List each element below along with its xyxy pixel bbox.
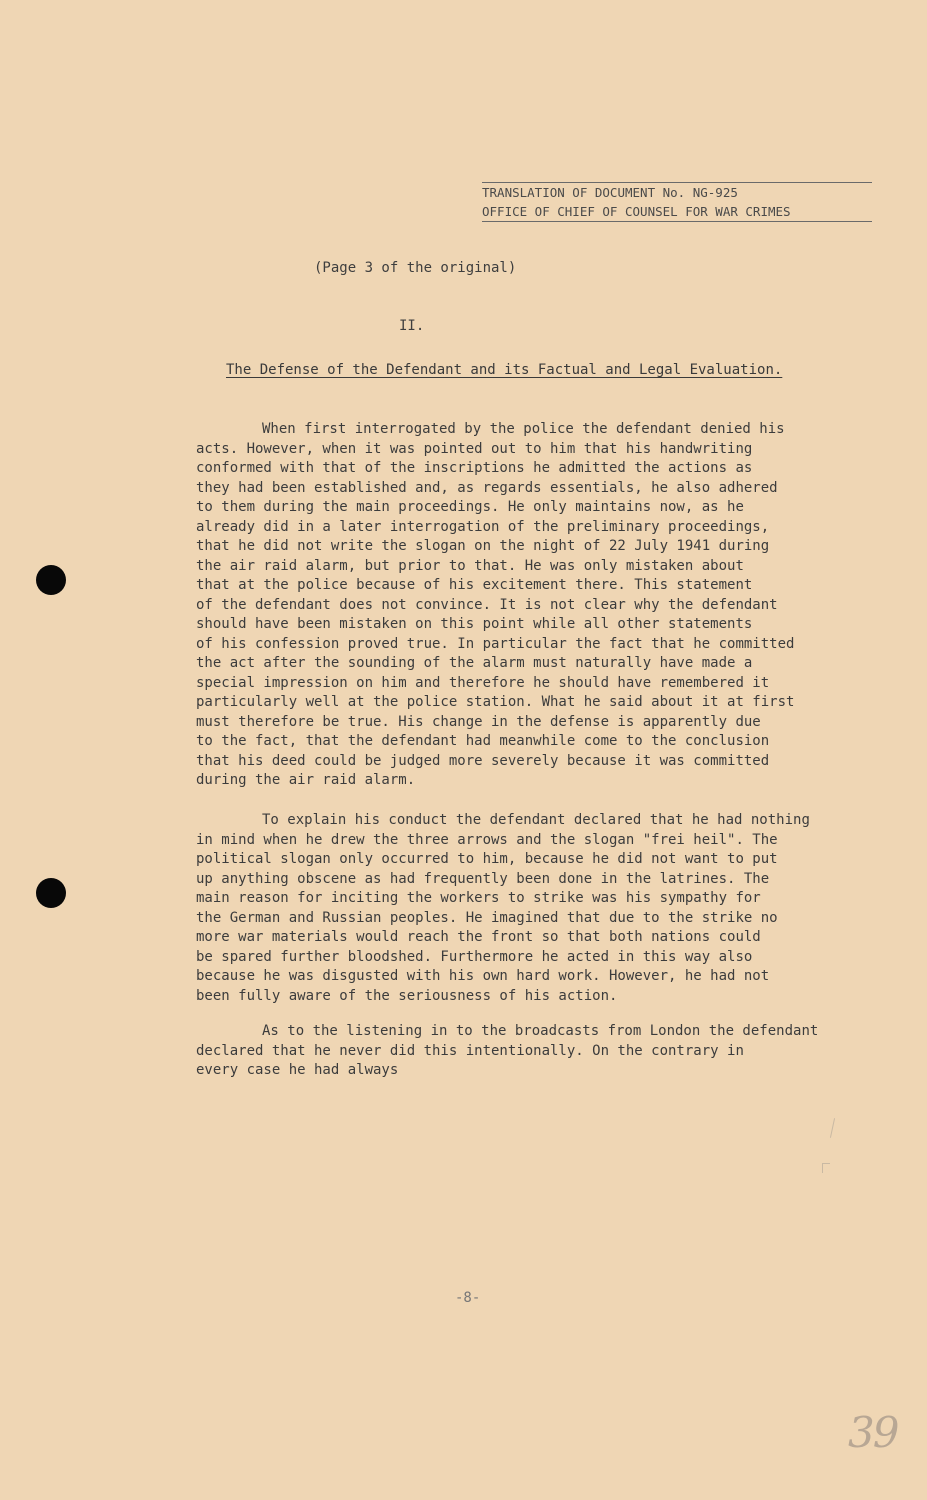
paper-mark — [822, 1163, 830, 1164]
text-line: been fully aware of the seriousness of his action. — [196, 987, 618, 1004]
text-line: the air raid alarm, but prior to that. He was only mistaken about — [196, 557, 744, 574]
text-line: declared that he never did this intentionally. On the contrary in — [196, 1042, 744, 1059]
text-line: that at the police because of his excitement there. This statement — [196, 577, 753, 593]
paragraph-explanation — [196, 811, 876, 1006]
punch-hole — [36, 565, 66, 595]
text-line: of the defendant does not convince. It is not clear why the defendant — [196, 596, 778, 613]
text-line: because he was disgusted with his own hard work. However, he had not — [196, 968, 770, 984]
text-line: already did in a later interrogation of the preliminary proceedings, — [196, 518, 770, 535]
handwritten-page-number: 39 — [848, 1408, 898, 1457]
page-number: -8- — [455, 1290, 481, 1306]
text-line: the act after the sounding of the alarm must naturally have made a — [196, 655, 753, 671]
text-line: As to the listening in to the broadcasts from London the defendant — [262, 1023, 819, 1039]
text-line: the German and Russian peoples. He imagined that due to the strike no — [196, 909, 778, 926]
text-line: should have been mistaken on this point while all other statements — [196, 616, 753, 632]
text-line: up anything obscene as had frequently been done in the latrines. The — [196, 870, 770, 887]
text-line: main reason for inciting the workers to strike was his sympathy for — [196, 890, 761, 906]
header-line-2: OFFICE OF CHIEF OF COUNSEL FOR WAR CRIMES — [482, 204, 791, 219]
text-line: in mind when he drew the three arrows and the slogan "frei heil". The — [196, 831, 778, 848]
paragraph-broadcasts — [196, 1022, 876, 1081]
text-line: political slogan only occurred to him, because he did not want to put — [196, 851, 778, 867]
text-line: must therefore be true. His change in the defense is apparently due — [196, 713, 761, 730]
page-reference: (Page 3 of the original) — [314, 260, 517, 276]
text-line: every case he had always — [196, 1062, 399, 1078]
punch-hole — [36, 878, 66, 908]
text-line: of his confession proved true. In particular the fact that he committed — [196, 635, 795, 652]
text-line: they had been established and, as regards essentials, he also adhered — [196, 479, 778, 496]
text-line: to them during the main proceedings. He only maintains now, as he — [196, 499, 744, 515]
text-line: particularly well at the police station. What he said about it at first — [196, 694, 795, 710]
text-line: that he did not write the slogan on the night of 22 July 1941 during — [196, 538, 770, 554]
section-title: The Defense of the Defendant and its Factual and Legal Evaluation. — [226, 362, 783, 378]
translation-header — [482, 182, 872, 222]
paper-mark — [830, 1118, 835, 1138]
text-line: When first interrogated by the police the defendant denied his — [262, 421, 785, 437]
header-line-1: TRANSLATION OF DOCUMENT No. NG-925 — [482, 185, 738, 200]
text-line: acts. However, when it was pointed out to him that his handwriting — [196, 440, 753, 457]
text-line: more war materials would reach the front so that both nations could — [196, 929, 761, 945]
section-number: II. — [399, 318, 425, 334]
text-line: during the air raid alarm. — [196, 772, 416, 788]
paper-mark — [822, 1163, 823, 1173]
paragraph-defense — [196, 420, 876, 791]
text-line: that his deed could be judged more severely because it was committed — [196, 752, 770, 769]
text-line: to the fact, that the defendant had meanwhile come to the conclusion — [196, 733, 770, 749]
text-line: special impression on him and therefore he should have remembered it — [196, 674, 770, 691]
text-line: To explain his conduct the defendant declared that he had nothing — [262, 812, 810, 828]
text-line: conformed with that of the inscriptions he admitted the actions as — [196, 460, 753, 476]
text-line: be spared further bloodshed. Furthermore he acted in this way also — [196, 948, 753, 965]
